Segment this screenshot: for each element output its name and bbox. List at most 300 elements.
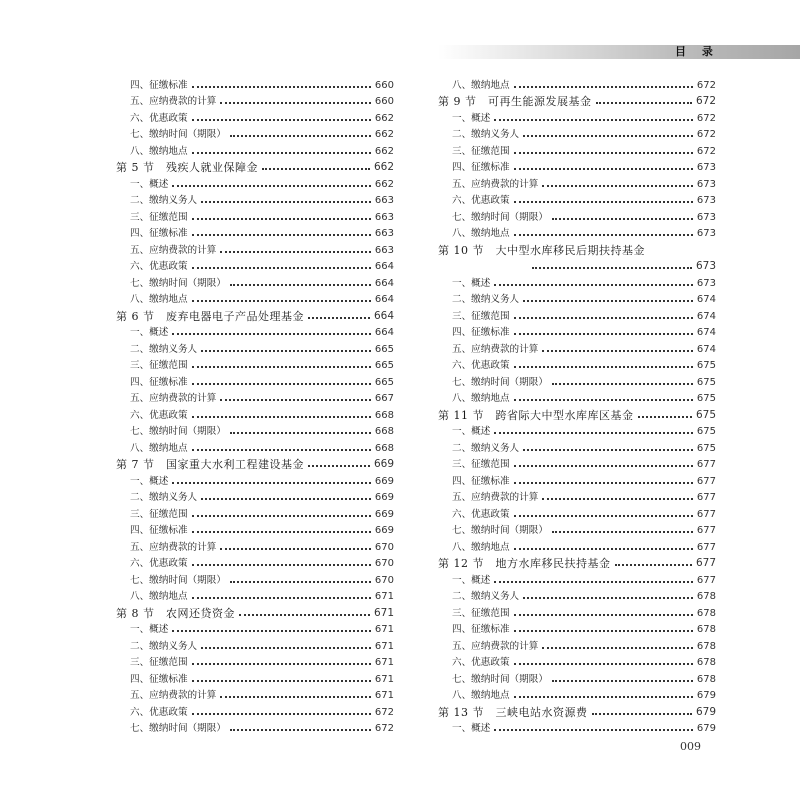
toc-page-number: 665 — [374, 376, 394, 388]
dot-leader — [596, 101, 692, 104]
toc-page-number: 665 — [374, 360, 394, 371]
toc-page-number: 669 — [374, 525, 394, 536]
toc-page-number: 677 — [696, 459, 716, 470]
toc-entry[interactable] — [438, 140, 716, 157]
toc-page-number: 677 — [696, 541, 716, 553]
toc-section-heading[interactable] — [116, 305, 394, 322]
toc-entry[interactable] — [438, 322, 716, 339]
toc-entry-label: 六、优惠政策 — [130, 409, 188, 421]
toc-entry-label: 一、概述 — [130, 327, 169, 338]
toc-entry-label: 五、应纳费款的计算 — [452, 343, 539, 355]
toc-entry-label: 八、缴纳地点 — [452, 690, 510, 701]
toc-page-number: 668 — [374, 426, 394, 437]
toc-page-number: 662 — [374, 112, 394, 124]
toc-entry-label: 二、缴纳义务人 — [130, 492, 198, 503]
toc-page-number: 670 — [374, 558, 394, 569]
toc-entry[interactable] — [116, 140, 394, 157]
toc-page-number: 673 — [696, 228, 716, 239]
toc-entry-label: 二、缴纳义务人 — [452, 129, 520, 140]
toc-page-number: 673 — [695, 260, 716, 272]
toc-section-heading[interactable] — [116, 157, 394, 174]
toc-page-number: 677 — [695, 557, 716, 569]
dot-leader — [201, 349, 371, 352]
toc-column-right — [438, 74, 716, 734]
toc-entry-label: 第 9 节 可再生能源发展基金 — [438, 95, 592, 108]
toc-entry-label: 四、征缴标准 — [130, 79, 188, 91]
toc-entry[interactable] — [438, 371, 716, 388]
toc-section-heading[interactable] — [438, 553, 716, 570]
toc-page-number: 671 — [374, 657, 394, 668]
toc-page-number: 669 — [374, 492, 394, 503]
dot-leader — [514, 200, 693, 203]
dot-leader — [192, 233, 371, 236]
dot-leader — [239, 613, 370, 616]
toc-entry-label: 三、征缴范围 — [452, 459, 510, 470]
dot-leader — [201, 497, 371, 500]
toc-page-number: 672 — [696, 145, 716, 157]
toc-entry[interactable] — [116, 421, 394, 438]
toc-entry[interactable] — [438, 107, 716, 124]
toc-entry[interactable] — [438, 503, 716, 520]
toc-page-number: 672 — [696, 129, 716, 140]
toc-page-number: 662 — [374, 129, 394, 140]
toc-entry[interactable] — [438, 602, 716, 619]
toc-entry-label: 一、概述 — [452, 574, 491, 586]
dot-leader — [192, 415, 371, 418]
toc-entry[interactable] — [438, 487, 716, 504]
dot-leader — [201, 646, 371, 649]
toc-page-number: 668 — [374, 409, 394, 421]
toc-entry[interactable] — [438, 437, 716, 454]
toc-page-number: 669 — [374, 475, 394, 487]
toc-entry-label: 第 6 节 废弃电器电子产品处理基金 — [116, 309, 304, 323]
toc-entry[interactable] — [438, 685, 716, 702]
dot-leader — [523, 596, 693, 599]
toc-entry[interactable] — [116, 404, 394, 421]
toc-entry[interactable] — [116, 520, 394, 537]
toc-section-heading[interactable] — [116, 454, 394, 471]
toc-entry-label: 六、优惠政策 — [130, 706, 188, 718]
toc-entry-label: 七、缴纳时间（期限） — [452, 673, 548, 685]
toc-entry-label: 八、缴纳地点 — [452, 228, 510, 239]
toc-entry[interactable] — [116, 652, 394, 669]
toc-entry-label: 六、优惠政策 — [452, 508, 510, 520]
toc-entry-label: 三、征缴范围 — [130, 360, 188, 371]
toc-entry[interactable] — [116, 124, 394, 141]
toc-entry-label: 三、征缴范围 — [452, 145, 510, 157]
toc-section-heading[interactable] — [116, 602, 394, 619]
toc-section-heading[interactable] — [438, 404, 716, 421]
toc-page-number: 677 — [696, 475, 716, 487]
toc-page-number: 663 — [374, 195, 394, 206]
dot-leader — [192, 266, 371, 269]
toc-entry[interactable] — [116, 619, 394, 636]
toc-entry-label: 四、征缴标准 — [452, 624, 510, 635]
toc-page-number: 673 — [696, 178, 716, 190]
toc-entry-label: 四、征缴标准 — [130, 525, 188, 536]
toc-entry[interactable] — [438, 272, 716, 289]
toc-section-heading-continuation[interactable] — [438, 256, 716, 273]
toc-entry[interactable] — [116, 173, 394, 190]
toc-entry-label: 四、征缴标准 — [130, 376, 188, 388]
toc-entry-label: 六、优惠政策 — [130, 112, 188, 124]
toc-entry[interactable] — [116, 272, 394, 289]
toc-entry[interactable] — [438, 454, 716, 471]
toc-page-number: 679 — [696, 723, 716, 734]
toc-page-number: 672 — [696, 112, 716, 124]
toc-entry-label: 八、缴纳地点 — [452, 541, 510, 553]
dot-leader — [192, 448, 371, 451]
dot-leader — [494, 580, 693, 583]
header-bar — [438, 45, 800, 59]
toc-page-number: 679 — [695, 705, 716, 718]
dot-leader — [514, 547, 693, 550]
toc-entry-label: 五、应纳费款的计算 — [130, 393, 217, 404]
toc-entry[interactable] — [116, 487, 394, 504]
dot-leader — [230, 283, 371, 286]
toc-page-number: 675 — [696, 376, 716, 388]
toc-entry-label: 五、应纳费款的计算 — [130, 690, 217, 701]
dot-leader — [220, 547, 371, 550]
toc-entry[interactable] — [438, 619, 716, 636]
toc-page-number: 660 — [374, 96, 394, 107]
dot-leader — [220, 398, 371, 401]
toc-entry-label: 第 11 节 跨省际大中型水库库区基金 — [438, 408, 634, 422]
page-header-title: 目 录 — [675, 45, 719, 58]
dot-leader — [542, 497, 693, 500]
toc-entry-label: 第 13 节 三峡电站水资源费 — [438, 705, 588, 719]
toc-page-number: 675 — [696, 426, 716, 437]
toc-entry-label: 七、缴纳时间（期限） — [452, 376, 548, 388]
toc-page-number: 677 — [696, 492, 716, 503]
toc-entry[interactable] — [116, 388, 394, 405]
toc-entry-label: 五、应纳费款的计算 — [130, 244, 217, 256]
toc-entry-label: 第 7 节 国家重大水利工程建设基金 — [116, 458, 304, 471]
toc-entry[interactable] — [116, 701, 394, 718]
toc-entry-label: 六、优惠政策 — [130, 261, 188, 272]
dot-leader — [514, 365, 693, 368]
dot-leader — [523, 299, 693, 302]
toc-entry-label: 二、缴纳义务人 — [452, 442, 520, 454]
toc-entry[interactable] — [438, 569, 716, 586]
dot-leader — [514, 332, 693, 335]
toc-page-number: 678 — [696, 657, 716, 668]
toc-page-number: 671 — [374, 673, 394, 685]
dot-leader — [514, 695, 693, 698]
toc-page-number: 663 — [374, 228, 394, 239]
toc-entry[interactable] — [116, 355, 394, 372]
toc-entry-label: 七、缴纳时间（期限） — [130, 723, 226, 734]
page-number: 009 — [680, 740, 701, 753]
dot-leader — [514, 464, 693, 467]
toc-page-number: 675 — [696, 360, 716, 371]
toc-page-number: 677 — [696, 508, 716, 520]
toc-page-number: 663 — [374, 244, 394, 256]
toc-entry-label: 八、缴纳地点 — [130, 591, 188, 602]
dot-leader — [192, 382, 371, 385]
toc-entry[interactable] — [438, 470, 716, 487]
toc-entry-label: 一、概述 — [452, 277, 491, 289]
toc-entry[interactable] — [116, 668, 394, 685]
dot-leader — [172, 332, 371, 335]
toc-entry[interactable] — [438, 124, 716, 141]
dot-leader — [192, 365, 371, 368]
toc-entry-label: 第 10 节 大中型水库移民后期扶持基金 — [438, 243, 645, 257]
toc-entry[interactable] — [116, 206, 394, 223]
toc-entry-label: 一、概述 — [130, 475, 169, 487]
toc-page-number: 670 — [374, 541, 394, 553]
toc-entry-label: 六、优惠政策 — [452, 657, 510, 668]
toc-entry-label: 七、缴纳时间（期限） — [130, 129, 226, 140]
dot-leader — [308, 316, 370, 319]
dot-leader — [192, 85, 371, 88]
toc-page-number: 671 — [374, 640, 394, 652]
toc-entry-label: 第 8 节 农网还贷资金 — [116, 606, 235, 620]
toc-entry-label: 三、征缴范围 — [130, 211, 188, 223]
dot-leader — [172, 184, 371, 187]
toc-entry[interactable] — [438, 289, 716, 306]
toc-entry-label: 二、缴纳义务人 — [130, 195, 198, 206]
dot-leader — [523, 448, 693, 451]
toc-page-number: 678 — [696, 673, 716, 685]
toc-entry[interactable] — [116, 569, 394, 586]
toc-entry[interactable] — [438, 421, 716, 438]
toc-entry-label: 四、征缴标准 — [130, 673, 188, 685]
dot-leader — [514, 151, 693, 154]
toc-entry[interactable] — [116, 718, 394, 735]
toc-entry[interactable] — [116, 635, 394, 652]
toc-entry-label: 七、缴纳时间（期限） — [452, 211, 548, 223]
dot-leader — [542, 349, 693, 352]
toc-page-number: 675 — [695, 408, 716, 421]
toc-page-number: 663 — [374, 211, 394, 223]
toc-page-number: 679 — [696, 690, 716, 701]
toc-page-number: 673 — [696, 211, 716, 223]
toc-entry-label: 一、概述 — [452, 426, 491, 437]
toc-entry[interactable] — [116, 256, 394, 273]
dot-leader — [192, 679, 371, 682]
toc-page-number: 662 — [373, 161, 394, 173]
toc-entry-label: 一、概述 — [452, 723, 491, 734]
toc-entry-label: 七、缴纳时间（期限） — [130, 277, 226, 289]
toc-entry[interactable] — [438, 190, 716, 207]
dot-leader — [192, 530, 371, 533]
toc-entry[interactable] — [116, 371, 394, 388]
dot-leader — [308, 464, 370, 467]
toc-entry-label: 七、缴纳时间（期限） — [130, 574, 226, 586]
toc-entry[interactable] — [116, 536, 394, 553]
toc-entry-label: 一、概述 — [130, 178, 169, 190]
toc-page-number: 671 — [374, 690, 394, 701]
dot-leader — [514, 514, 693, 517]
toc-section-heading[interactable] — [438, 701, 716, 718]
toc-page-number: 678 — [696, 591, 716, 602]
dot-leader — [514, 629, 693, 632]
toc-entry[interactable] — [438, 223, 716, 240]
toc-page-number: 664 — [374, 277, 394, 289]
toc-entry-label: 一、概述 — [130, 624, 169, 635]
dot-leader — [494, 431, 693, 434]
toc-page-number: 664 — [374, 327, 394, 338]
dot-leader — [514, 233, 693, 236]
toc-page-number: 672 — [695, 95, 716, 107]
toc-entry[interactable] — [116, 685, 394, 702]
toc-entry[interactable] — [116, 74, 394, 91]
toc-entry-label: 六、优惠政策 — [452, 195, 510, 206]
toc-entry-label: 三、征缴范围 — [452, 310, 510, 322]
toc-entry-label: 五、应纳费款的计算 — [452, 492, 539, 503]
toc-entry[interactable] — [438, 74, 716, 91]
toc-page-number: 668 — [374, 442, 394, 454]
dot-leader — [494, 283, 693, 286]
toc-page-number: 662 — [374, 145, 394, 157]
dot-leader — [542, 646, 693, 649]
dot-leader — [192, 596, 371, 599]
toc-entry-label: 八、缴纳地点 — [130, 294, 188, 305]
toc-entry[interactable] — [438, 635, 716, 652]
toc-entry[interactable] — [438, 388, 716, 405]
toc-entry[interactable] — [116, 553, 394, 570]
dot-leader — [523, 134, 693, 137]
dot-leader — [230, 580, 371, 583]
toc-page-number: 664 — [374, 294, 394, 305]
toc-page-number: 674 — [696, 310, 716, 322]
toc-page-number: 670 — [374, 574, 394, 586]
dot-leader — [514, 85, 693, 88]
toc-entry[interactable] — [116, 91, 394, 108]
dot-leader — [552, 679, 693, 682]
toc-entry[interactable] — [438, 157, 716, 174]
dot-leader — [192, 151, 371, 154]
dot-leader — [192, 662, 371, 665]
toc-entry-label: 六、优惠政策 — [452, 360, 510, 371]
dot-leader — [552, 382, 693, 385]
toc-entry-label: 五、应纳费款的计算 — [452, 178, 539, 190]
toc-entry-label: 二、缴纳义务人 — [130, 640, 198, 652]
toc-page-number: 677 — [696, 574, 716, 586]
toc-entry[interactable] — [116, 470, 394, 487]
dot-leader — [192, 712, 371, 715]
dot-leader — [192, 217, 371, 220]
dot-leader — [552, 530, 693, 533]
dot-leader — [201, 200, 371, 203]
toc-entry[interactable] — [116, 107, 394, 124]
dot-leader — [262, 167, 370, 170]
dot-leader — [192, 118, 371, 121]
toc-entry[interactable] — [116, 437, 394, 454]
toc-entry[interactable] — [438, 305, 716, 322]
dot-leader — [172, 481, 371, 484]
dot-leader — [192, 563, 371, 566]
dot-leader — [514, 613, 693, 616]
toc-entry-label: 六、优惠政策 — [130, 558, 188, 569]
toc-entry-label: 四、征缴标准 — [452, 327, 510, 338]
dot-leader — [542, 184, 693, 187]
toc-entry[interactable] — [438, 536, 716, 553]
toc-page-number: 664 — [374, 261, 394, 272]
toc-entry-label: 八、缴纳地点 — [452, 79, 510, 91]
toc-entry[interactable] — [438, 668, 716, 685]
toc-page-number: 678 — [696, 624, 716, 635]
toc-entry-label: 四、征缴标准 — [452, 162, 510, 173]
toc-page-number: 675 — [696, 442, 716, 454]
toc-entry[interactable] — [116, 503, 394, 520]
toc-entry-label: 二、缴纳义务人 — [452, 591, 520, 602]
toc-entry[interactable] — [438, 586, 716, 603]
toc-entry-label: 八、缴纳地点 — [452, 393, 510, 404]
dot-leader — [220, 101, 371, 104]
toc-entry-label: 二、缴纳义务人 — [452, 294, 520, 305]
toc-entry[interactable] — [116, 223, 394, 240]
toc-entry-label: 八、缴纳地点 — [130, 442, 188, 454]
toc-entry-label: 四、征缴标准 — [130, 228, 188, 239]
dot-leader — [494, 118, 693, 121]
toc-entry[interactable] — [116, 289, 394, 306]
toc-entry[interactable] — [116, 586, 394, 603]
toc-page-number: 673 — [696, 195, 716, 206]
toc-page-number: 672 — [374, 723, 394, 734]
toc-column-left — [116, 74, 394, 734]
toc-entry-label: 三、征缴范围 — [130, 657, 188, 668]
toc-page-number: 665 — [374, 343, 394, 355]
toc-entry-label: 三、征缴范围 — [130, 508, 188, 520]
toc-entry-label: 五、应纳费款的计算 — [452, 640, 539, 652]
toc-entry[interactable] — [438, 355, 716, 372]
dot-leader — [220, 695, 371, 698]
toc-entry[interactable] — [116, 322, 394, 339]
toc-page-number: 664 — [373, 309, 394, 322]
dot-leader — [230, 431, 371, 434]
toc-page-number: 671 — [374, 624, 394, 635]
toc-entry-label: 三、征缴范围 — [452, 607, 510, 619]
dot-leader — [615, 563, 692, 566]
toc-entry-label: 七、缴纳时间（期限） — [452, 525, 548, 536]
toc-section-heading[interactable] — [438, 91, 716, 108]
dot-leader — [532, 266, 692, 269]
toc-page-number: 677 — [696, 525, 716, 536]
toc-entry[interactable] — [438, 652, 716, 669]
toc-page-number: 671 — [374, 591, 394, 602]
toc-page-number: 662 — [374, 178, 394, 190]
toc-page-number: 673 — [696, 162, 716, 173]
toc-entry[interactable] — [116, 190, 394, 207]
toc-page-number: 671 — [373, 606, 394, 619]
toc-page-number: 660 — [374, 79, 394, 91]
dot-leader — [230, 134, 371, 137]
toc-page-number: 669 — [374, 508, 394, 520]
toc-entry-label: 八、缴纳地点 — [130, 145, 188, 157]
toc-entry[interactable] — [438, 206, 716, 223]
dot-leader — [514, 316, 693, 319]
dot-leader — [192, 514, 371, 517]
toc-entry[interactable] — [438, 338, 716, 355]
dot-leader — [220, 250, 371, 253]
toc-entry[interactable] — [116, 239, 394, 256]
toc-entry[interactable] — [116, 338, 394, 355]
toc-entry[interactable] — [438, 718, 716, 735]
toc-entry-label: 二、缴纳义务人 — [130, 343, 198, 355]
dot-leader — [638, 415, 692, 418]
toc-entry-label: 第 12 节 地方水库移民扶持基金 — [438, 557, 611, 570]
dot-leader — [230, 728, 371, 731]
toc-section-heading[interactable] — [438, 239, 716, 256]
toc-entry[interactable] — [438, 173, 716, 190]
toc-entry[interactable] — [438, 520, 716, 537]
toc-page-number: 672 — [374, 706, 394, 718]
toc-page-number: 678 — [696, 607, 716, 619]
toc-entry-label: 一、概述 — [452, 112, 491, 124]
dot-leader — [494, 728, 693, 731]
